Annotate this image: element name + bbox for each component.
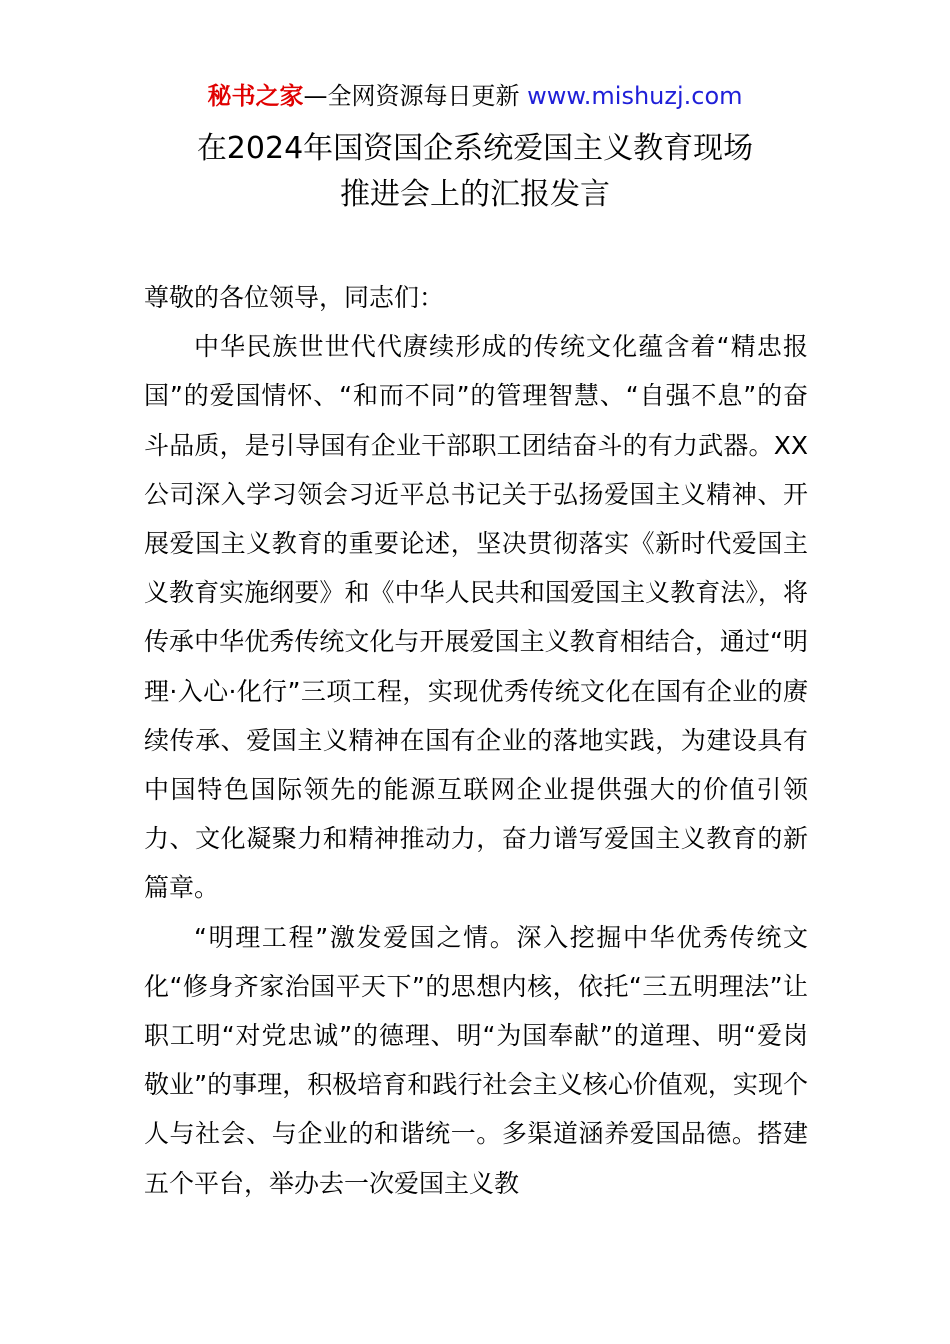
document-body	[144, 273, 808, 1208]
body-paragraph-1: 中华民族世世代代赓续形成的传统文化蕴含着“精忠报国”的爱国情怀、“和而不同”的管理智慧、“自强不息”的奋斗品质，是引导国有企业干部职工团结奋斗的有力武器。XX公司深入学习领会习近平总书记关于弘扬爱国主义精神、开展爱国主义教育的重要论述，坚决贯彻落实《新时代爱国主义教育实施纲要》和《中华人民共和国爱国主义教育法》，将传承中华优秀传统文化与开展爱国主义教育相结合，通过“明理·入心·化行”三项工程，实现优秀传统文化在国有企业的赓续传承、爱国主义精神在国有企业的落地实践，为建设具有中国特色国际领先的能源互联网企业提供强大的价值引领力、文化凝聚力和精神推动力，奋力谱写爱国主义教育的新篇章。	[144, 332, 808, 903]
document-title	[0, 126, 950, 218]
brand-name: 秘书之家	[207, 82, 304, 110]
title-line-2: 推进会上的汇报发言	[340, 177, 610, 212]
header-tagline: —全网资源每日更新	[303, 82, 520, 110]
salutation: 尊敬的各位领导，同志们：	[144, 283, 445, 312]
site-url-link[interactable]: www.mishuzj.com	[527, 82, 743, 110]
title-line-1: 在2024年国资国企系统爱国主义教育现场	[196, 131, 754, 166]
body-paragraph-2: “明理工程”激发爱国之情。深入挖掘中华优秀传统文化“修身齐家治国平天下”的思想内核，依托“三五明理法”让职工明“对党忠诚”的德理、明“为国奉献”的道理、明“爱岗敬业”的事理，积极培育和践行社会主义核心价值观，实现个人与社会、与企业的和谐统一。多渠道涵养爱国品德。搭建五个平台，举办去一次爱国主义教	[144, 922, 808, 1198]
site-header	[0, 80, 950, 112]
